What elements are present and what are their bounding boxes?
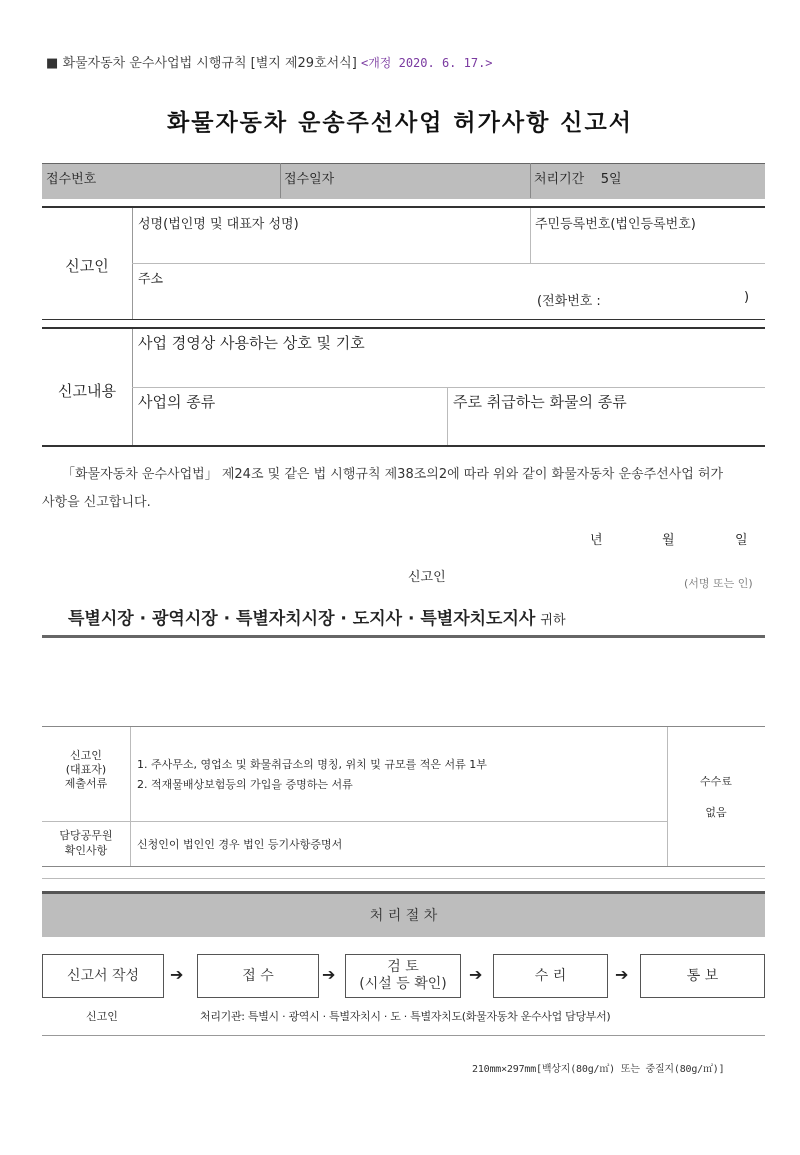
step-accept: 수 리 xyxy=(493,954,608,998)
signature-hint[interactable]: (서명 또는 인) xyxy=(684,577,753,590)
square-marker-icon: ■ xyxy=(46,56,59,71)
submit-docs-label: 신고인 (대표자) 제출서류 xyxy=(64,749,108,790)
step-notify: 통 보 xyxy=(640,954,765,998)
addressee-names: 특별시장 · 광역시장 · 특별자치시장 · 도지사 · 특별자치도지사 xyxy=(68,609,536,629)
actor-reporter: 신고인 xyxy=(86,1010,118,1023)
legal-reference: 화물자동차 운수사업법 시행규칙 [별지 제29호서식] xyxy=(62,56,357,71)
arrow-right-icon: ➔ xyxy=(322,965,336,984)
content-section-label: 신고내용 xyxy=(58,382,116,400)
receipt-bar xyxy=(42,163,765,199)
trade-name-field[interactable]: 사업 경영상 사용하는 상호 및 기호 xyxy=(138,334,365,352)
phone-field[interactable]: (전화번호 : xyxy=(537,294,601,309)
verify-label: 담당공무원 확인사항 xyxy=(59,829,113,857)
arrow-right-icon: ➔ xyxy=(469,965,483,984)
signature-label: 신고인 xyxy=(408,570,446,585)
arrow-right-icon: ➔ xyxy=(615,965,629,984)
step-receipt: 접 수 xyxy=(197,954,319,998)
submit-doc-item-1: 1. 주사무소, 영업소 및 화물취급소의 명칭, 위치 및 규모를 적은 서류 1부 xyxy=(137,758,487,771)
addressee xyxy=(68,604,566,629)
page-title: 화물자동차 운송주선사업 허가사항 신고서 xyxy=(167,110,633,136)
registration-number-field[interactable]: 주민등록번호(법인등록번호) xyxy=(535,217,696,232)
paper-spec: 210mm×297mm[백상지(80g/㎡) 또는 중질지(80g/㎡)] xyxy=(472,1064,725,1075)
step-review: 검 토 (시설 등 확인) xyxy=(345,954,461,998)
revision-date: <개정 2020. 6. 17.> xyxy=(360,56,493,70)
fee-label: 수수료 xyxy=(700,775,732,788)
receipt-number-label: 접수번호 xyxy=(46,172,97,187)
receipt-date-label: 접수일자 xyxy=(284,172,335,187)
phone-close: ) xyxy=(744,290,750,305)
name-field[interactable]: 성명(법인명 및 대표자 성명) xyxy=(138,217,299,232)
verify-item: 신청인이 법인인 경우 법인 등기사항증명서 xyxy=(137,838,343,851)
addressee-suffix: 귀하 xyxy=(540,613,566,628)
declaration-line-1: 「화물자동차 운수사업법」 제24조 및 같은 법 시행규칙 제38조의2에 따라 위와 같이 화물자동차 운송주선사업 허가 xyxy=(62,467,724,482)
actor-agency: 처리기관: 특별시 · 광역시 · 특별자치시 · 도 · 특별자치도(화물자동차 운수사업 담당부서) xyxy=(200,1010,611,1023)
day-label: 일 xyxy=(735,533,748,548)
fee-value: 없음 xyxy=(705,806,727,819)
processing-period-value: 5일 xyxy=(600,172,622,187)
processing-period-label: 처리기간 5일 xyxy=(534,172,622,187)
procedure-title: 처 리 절 차 xyxy=(369,908,438,924)
reporter-section-label: 신고인 xyxy=(65,257,109,275)
address-field[interactable]: 주소 xyxy=(138,272,164,287)
declaration-line-2: 사항을 신고합니다. xyxy=(42,495,151,510)
form-reference xyxy=(46,52,493,71)
year-label: 년 xyxy=(590,533,603,548)
business-type-field[interactable]: 사업의 종류 xyxy=(138,393,216,411)
step-write-report: 신고서 작성 xyxy=(42,954,164,998)
arrow-right-icon: ➔ xyxy=(170,965,184,984)
submit-doc-item-2: 2. 적재물배상보험등의 가입을 증명하는 서류 xyxy=(137,778,353,791)
month-label: 월 xyxy=(662,533,675,548)
cargo-type-field[interactable]: 주로 취급하는 화물의 종류 xyxy=(453,393,627,411)
